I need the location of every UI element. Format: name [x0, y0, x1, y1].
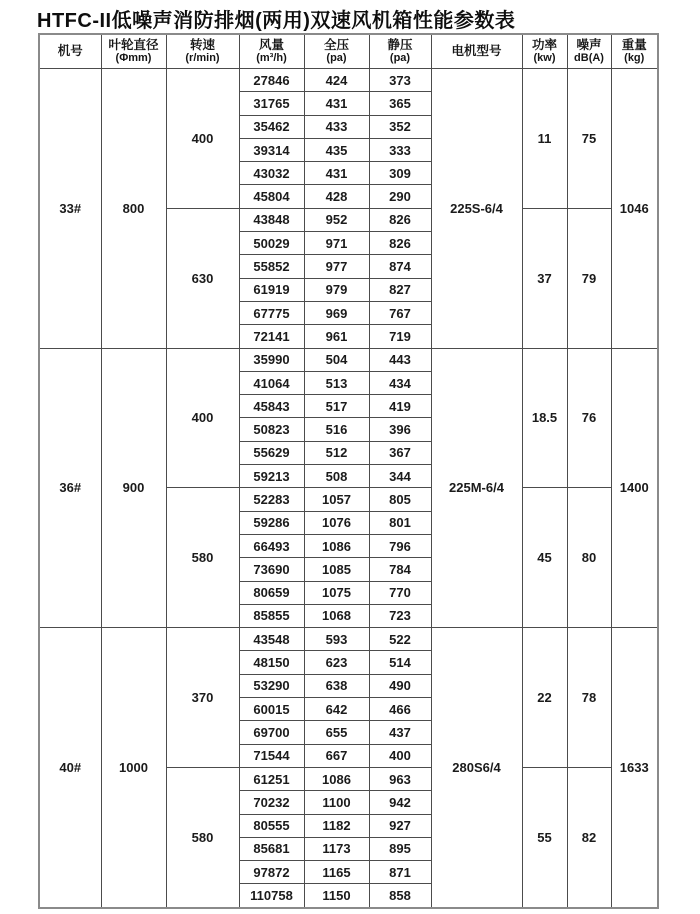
noise-cell: 76	[567, 348, 611, 488]
col-header-power-unit: (kw)	[533, 52, 556, 65]
total-pressure-cell: 642	[304, 698, 369, 721]
total-pressure-cell: 977	[304, 255, 369, 278]
col-header-speed-label: 转速	[189, 37, 215, 52]
total-pressure-cell: 667	[304, 744, 369, 767]
static-pressure-cell: 767	[369, 301, 431, 324]
airflow-cell: 110758	[239, 884, 304, 908]
static-pressure-cell: 466	[369, 698, 431, 721]
airflow-cell: 71544	[239, 744, 304, 767]
total-pressure-cell: 1086	[304, 767, 369, 790]
static-pressure-cell: 858	[369, 884, 431, 908]
static-pressure-cell: 874	[369, 255, 431, 278]
static-pressure-cell: 290	[369, 185, 431, 208]
airflow-cell: 66493	[239, 534, 304, 557]
total-pressure-cell: 952	[304, 208, 369, 231]
motor-model-cell: 280S6/4	[431, 628, 522, 908]
col-header-power-label: 功率	[531, 37, 557, 52]
total-pressure-cell: 1068	[304, 604, 369, 627]
static-pressure-cell: 805	[369, 488, 431, 511]
total-pressure-cell: 623	[304, 651, 369, 674]
static-pressure-cell: 522	[369, 628, 431, 651]
airflow-cell: 35462	[239, 115, 304, 138]
static-pressure-cell: 719	[369, 325, 431, 348]
total-pressure-cell: 979	[304, 278, 369, 301]
col-header-diameter-unit: (Φmm)	[115, 52, 152, 65]
airflow-cell: 85855	[239, 604, 304, 627]
airflow-cell: 43548	[239, 628, 304, 651]
motor-model-cell: 225S-6/4	[431, 69, 522, 349]
airflow-cell: 73690	[239, 558, 304, 581]
static-pressure-cell: 490	[369, 674, 431, 697]
static-pressure-cell: 927	[369, 814, 431, 837]
col-header-weight	[611, 34, 658, 69]
airflow-cell: 27846	[239, 69, 304, 92]
airflow-cell: 69700	[239, 721, 304, 744]
static-pressure-cell: 400	[369, 744, 431, 767]
fan-no-cell: 33#	[39, 69, 101, 349]
table-header	[39, 34, 658, 69]
power-cell: 45	[522, 488, 567, 628]
static-pressure-cell: 723	[369, 604, 431, 627]
col-header-speed-unit: (r/min)	[185, 52, 220, 65]
total-pressure-cell: 433	[304, 115, 369, 138]
airflow-cell: 53290	[239, 674, 304, 697]
speed-cell: 580	[166, 488, 239, 628]
static-pressure-cell: 365	[369, 92, 431, 115]
fan-no-cell: 36#	[39, 348, 101, 628]
airflow-cell: 59213	[239, 465, 304, 488]
diameter-cell: 900	[101, 348, 166, 628]
col-header-airflow-label: 风量	[258, 37, 284, 52]
col-header-noise	[567, 34, 611, 69]
noise-cell: 80	[567, 488, 611, 628]
airflow-cell: 48150	[239, 651, 304, 674]
total-pressure-cell: 504	[304, 348, 369, 371]
total-pressure-cell: 1165	[304, 861, 369, 884]
static-pressure-cell: 796	[369, 534, 431, 557]
static-pressure-cell: 963	[369, 767, 431, 790]
col-header-noise-label: 噪声	[576, 37, 602, 52]
power-cell: 37	[522, 208, 567, 348]
airflow-cell: 45804	[239, 185, 304, 208]
static-pressure-cell: 895	[369, 837, 431, 860]
page-title: HTFC-II低噪声消防排烟(两用)双速风机箱性能参数表	[37, 10, 516, 32]
total-pressure-cell: 1086	[304, 534, 369, 557]
col-header-weight-label: 重量	[621, 37, 647, 52]
col-header-fan-no	[39, 34, 101, 69]
airflow-cell: 35990	[239, 348, 304, 371]
speed-cell: 400	[166, 69, 239, 209]
power-cell: 22	[522, 628, 567, 768]
airflow-cell: 39314	[239, 138, 304, 161]
total-pressure-cell: 971	[304, 232, 369, 255]
total-pressure-cell: 961	[304, 325, 369, 348]
static-pressure-cell: 514	[369, 651, 431, 674]
airflow-cell: 80659	[239, 581, 304, 604]
col-header-airflow	[239, 34, 304, 69]
total-pressure-cell: 431	[304, 92, 369, 115]
noise-cell: 75	[567, 69, 611, 209]
col-header-airflow-unit: (m³/h)	[256, 52, 287, 65]
col-header-total-pressure-unit: (pa)	[326, 52, 347, 65]
airflow-cell: 31765	[239, 92, 304, 115]
total-pressure-cell: 428	[304, 185, 369, 208]
total-pressure-cell: 1173	[304, 837, 369, 860]
static-pressure-cell: 443	[369, 348, 431, 371]
airflow-cell: 80555	[239, 814, 304, 837]
total-pressure-cell: 1057	[304, 488, 369, 511]
col-header-diameter-label: 叶轮直径	[108, 37, 159, 52]
static-pressure-cell: 352	[369, 115, 431, 138]
airflow-cell: 43032	[239, 162, 304, 185]
static-pressure-cell: 770	[369, 581, 431, 604]
static-pressure-cell: 871	[369, 861, 431, 884]
airflow-cell: 61919	[239, 278, 304, 301]
table-row	[39, 348, 658, 371]
col-header-noise-unit: dB(A)	[574, 52, 604, 65]
table-row	[39, 628, 658, 651]
airflow-cell: 50029	[239, 232, 304, 255]
noise-cell: 79	[567, 208, 611, 348]
speed-cell: 400	[166, 348, 239, 488]
airflow-cell: 52283	[239, 488, 304, 511]
static-pressure-cell: 942	[369, 791, 431, 814]
static-pressure-cell: 801	[369, 511, 431, 534]
col-header-static-pressure-label: 静压	[387, 37, 413, 52]
static-pressure-cell: 373	[369, 69, 431, 92]
airflow-cell: 70232	[239, 791, 304, 814]
diameter-cell: 1000	[101, 628, 166, 908]
col-header-speed	[166, 34, 239, 69]
total-pressure-cell: 424	[304, 69, 369, 92]
col-header-total-pressure	[304, 34, 369, 69]
power-cell: 18.5	[522, 348, 567, 488]
motor-model-cell: 225M-6/4	[431, 348, 522, 628]
airflow-cell: 45843	[239, 395, 304, 418]
airflow-cell: 60015	[239, 698, 304, 721]
static-pressure-cell: 827	[369, 278, 431, 301]
total-pressure-cell: 431	[304, 162, 369, 185]
col-header-power	[522, 34, 567, 69]
col-header-motor-model-label: 电机型号	[451, 44, 502, 59]
col-header-static-pressure-unit: (pa)	[389, 52, 411, 65]
weight-cell: 1633	[611, 628, 658, 908]
total-pressure-cell: 516	[304, 418, 369, 441]
airflow-cell: 97872	[239, 861, 304, 884]
static-pressure-cell: 333	[369, 138, 431, 161]
total-pressure-cell: 1076	[304, 511, 369, 534]
static-pressure-cell: 344	[369, 465, 431, 488]
airflow-cell: 67775	[239, 301, 304, 324]
airflow-cell: 85681	[239, 837, 304, 860]
total-pressure-cell: 513	[304, 371, 369, 394]
col-header-diameter	[101, 34, 166, 69]
table-body	[39, 69, 658, 908]
weight-cell: 1400	[611, 348, 658, 628]
airflow-cell: 55629	[239, 441, 304, 464]
total-pressure-cell: 1150	[304, 884, 369, 908]
static-pressure-cell: 396	[369, 418, 431, 441]
static-pressure-cell: 419	[369, 395, 431, 418]
airflow-cell: 43848	[239, 208, 304, 231]
header-row	[39, 34, 658, 69]
col-header-total-pressure-label: 全压	[323, 37, 349, 52]
power-cell: 11	[522, 69, 567, 209]
total-pressure-cell: 1100	[304, 791, 369, 814]
total-pressure-cell: 517	[304, 395, 369, 418]
power-cell: 55	[522, 767, 567, 907]
airflow-cell: 59286	[239, 511, 304, 534]
static-pressure-cell: 434	[369, 371, 431, 394]
airflow-cell: 61251	[239, 767, 304, 790]
static-pressure-cell: 309	[369, 162, 431, 185]
airflow-cell: 55852	[239, 255, 304, 278]
col-header-static-pressure	[369, 34, 431, 69]
table-row	[39, 69, 658, 92]
total-pressure-cell: 593	[304, 628, 369, 651]
col-header-weight-unit: (kg)	[624, 52, 645, 65]
total-pressure-cell: 638	[304, 674, 369, 697]
airflow-cell: 72141	[239, 325, 304, 348]
total-pressure-cell: 1085	[304, 558, 369, 581]
col-header-motor-model	[431, 34, 522, 69]
static-pressure-cell: 784	[369, 558, 431, 581]
static-pressure-cell: 367	[369, 441, 431, 464]
speed-cell: 370	[166, 628, 239, 768]
weight-cell: 1046	[611, 69, 658, 349]
noise-cell: 78	[567, 628, 611, 768]
total-pressure-cell: 969	[304, 301, 369, 324]
fan-performance-table	[38, 33, 659, 909]
diameter-cell: 800	[101, 69, 166, 349]
speed-cell: 630	[166, 208, 239, 348]
total-pressure-cell: 512	[304, 441, 369, 464]
total-pressure-cell: 1075	[304, 581, 369, 604]
static-pressure-cell: 826	[369, 232, 431, 255]
total-pressure-cell: 655	[304, 721, 369, 744]
static-pressure-cell: 826	[369, 208, 431, 231]
static-pressure-cell: 437	[369, 721, 431, 744]
fan-no-cell: 40#	[39, 628, 101, 908]
speed-cell: 580	[166, 767, 239, 907]
total-pressure-cell: 508	[304, 465, 369, 488]
airflow-cell: 41064	[239, 371, 304, 394]
airflow-cell: 50823	[239, 418, 304, 441]
noise-cell: 82	[567, 767, 611, 907]
total-pressure-cell: 435	[304, 138, 369, 161]
col-header-fan-no-label: 机号	[57, 44, 83, 59]
total-pressure-cell: 1182	[304, 814, 369, 837]
